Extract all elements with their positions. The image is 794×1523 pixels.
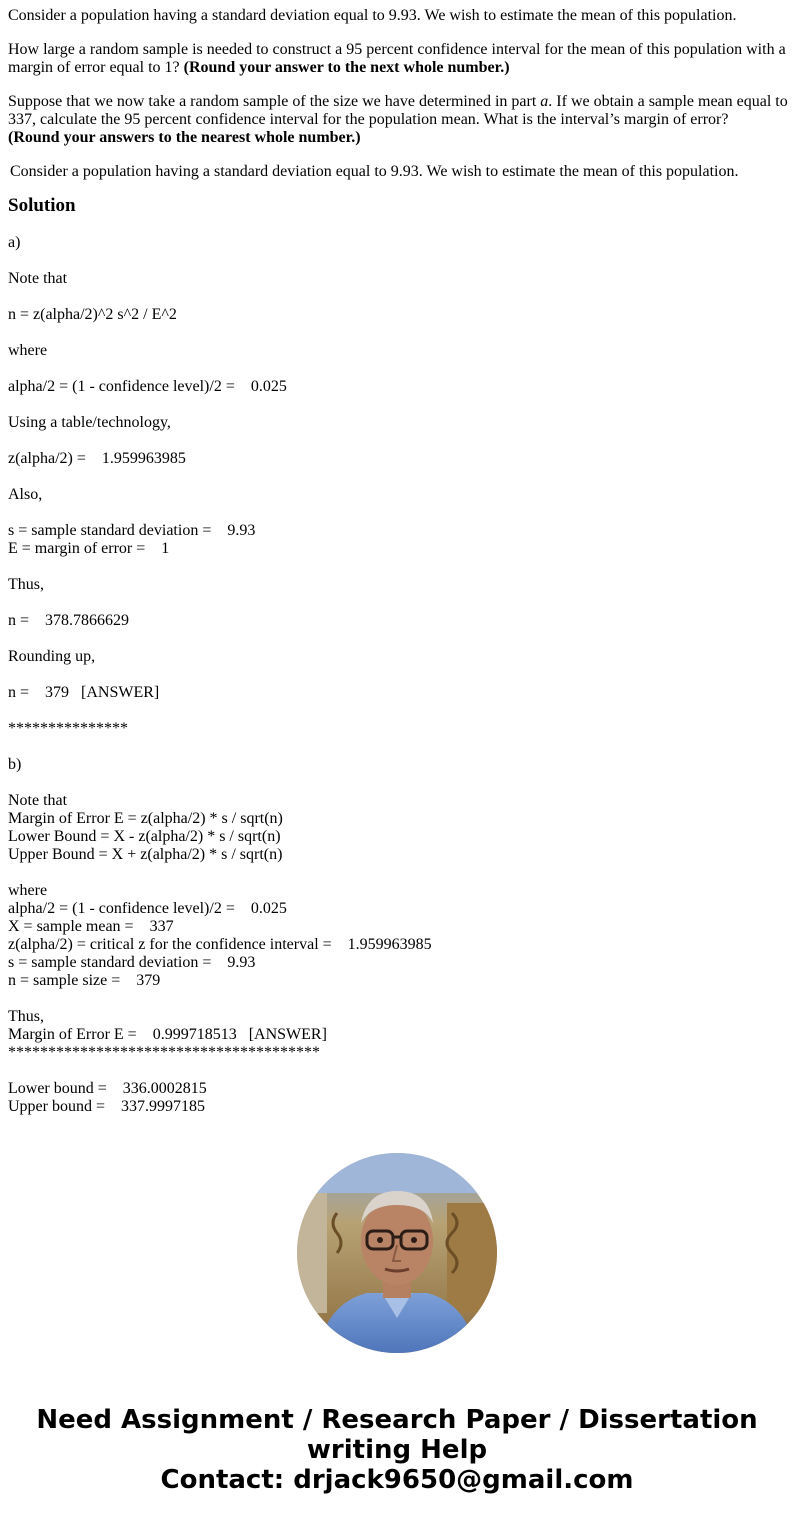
solution-line: alpha/2 = (1 - confidence level)/2 = 0.025 — [8, 900, 287, 917]
question-part-b-instruction: (Round your answers to the nearest whole number.) — [8, 129, 361, 146]
solution-line: Margin of Error E = z(alpha/2) * s / sqrt(n) — [8, 810, 283, 827]
solution-line: Lower bound = 336.0002815 — [8, 1080, 207, 1097]
solution-line: n = 379 [ANSWER] — [8, 684, 160, 701]
question-part-b-text-1: Suppose that we now take a random sample of the size we have determined in part — [8, 93, 541, 110]
solution-line: where — [8, 342, 48, 359]
question-part-b — [8, 93, 788, 147]
solution-line: where — [8, 882, 48, 899]
document-body — [8, 7, 788, 1116]
solution-line: Thus, — [8, 576, 44, 593]
solution-line: n = z(alpha/2)^2 s^2 / E^2 — [8, 306, 177, 323]
solution-line: Using a table/technology, — [8, 414, 171, 431]
solution-line: z(alpha/2) = critical z for the confidence interval = 1.959963985 — [8, 936, 432, 953]
promo-line-2: writing Help — [306, 1435, 488, 1465]
author-photo — [297, 1153, 497, 1353]
solution-line: z(alpha/2) = 1.959963985 — [8, 450, 186, 467]
solution-line: Upper bound = 337.9997185 — [8, 1098, 206, 1115]
promo-contact: Contact: drjack9650@gmail.com — [160, 1465, 634, 1495]
solution-line: Note that — [8, 270, 68, 287]
solution-line: a) — [8, 234, 21, 251]
solution-line: Also, — [8, 486, 43, 503]
solution-line — [8, 864, 788, 882]
question-part-a — [8, 41, 788, 77]
solution-line: X = sample mean = 337 — [8, 918, 174, 935]
promo-line-1: Need Assignment / Research Paper / Dissertation — [36, 1405, 758, 1435]
solution-line: s = sample standard deviation = 9.93 — [8, 522, 256, 539]
solution-line: Thus, — [8, 1008, 44, 1025]
author-avatar — [297, 1153, 497, 1353]
solution-line: *************************************** — [8, 1044, 320, 1061]
solution-heading: Solution — [8, 195, 76, 216]
question-part-b-text-2: . If we obtain a sample mean equal to 337, calculate the 95 percent confidence interval for the population mean. What is the interval’s margin of error? — [8, 93, 788, 128]
solution-line — [8, 990, 788, 1008]
solution-line: n = sample size = 379 — [8, 972, 161, 989]
solution-line: *************** — [8, 720, 128, 737]
solution-line: b) — [8, 756, 22, 773]
question-part-b-ref: a — [540, 93, 549, 110]
solution-line: s = sample standard deviation = 9.93 — [8, 954, 256, 971]
solution-line: Margin of Error E = 0.999718513 [ANSWER] — [8, 1026, 327, 1043]
solution-line: Lower Bound = X - z(alpha/2) * s / sqrt(n) — [8, 828, 281, 845]
solution-line: Rounding up, — [8, 648, 96, 665]
solution-line — [8, 1062, 788, 1080]
solution-line: Note that — [8, 792, 68, 809]
solution-line: alpha/2 = (1 - confidence level)/2 = 0.025 — [8, 378, 287, 395]
question-repeat: Consider a population having a standard deviation equal to 9.93. We wish to estimate the mean of this population. — [10, 163, 739, 180]
solution-line: E = margin of error = 1 — [8, 540, 170, 557]
solution-steps — [8, 234, 788, 1116]
question-intro: Consider a population having a standard deviation equal to 9.93. We wish to estimate the mean of this population. — [8, 7, 737, 24]
solution-line: n = 378.7866629 — [8, 612, 130, 629]
question-part-a-instruction: (Round your answer to the next whole number.) — [183, 59, 510, 76]
question-part-a-text: How large a random sample is needed to construct a 95 percent confidence interval for the mean of this population with a margin of error equal to 1? — [8, 41, 786, 76]
promo-banner — [0, 1405, 794, 1495]
solution-line: Upper Bound = X + z(alpha/2) * s / sqrt(n) — [8, 846, 283, 863]
